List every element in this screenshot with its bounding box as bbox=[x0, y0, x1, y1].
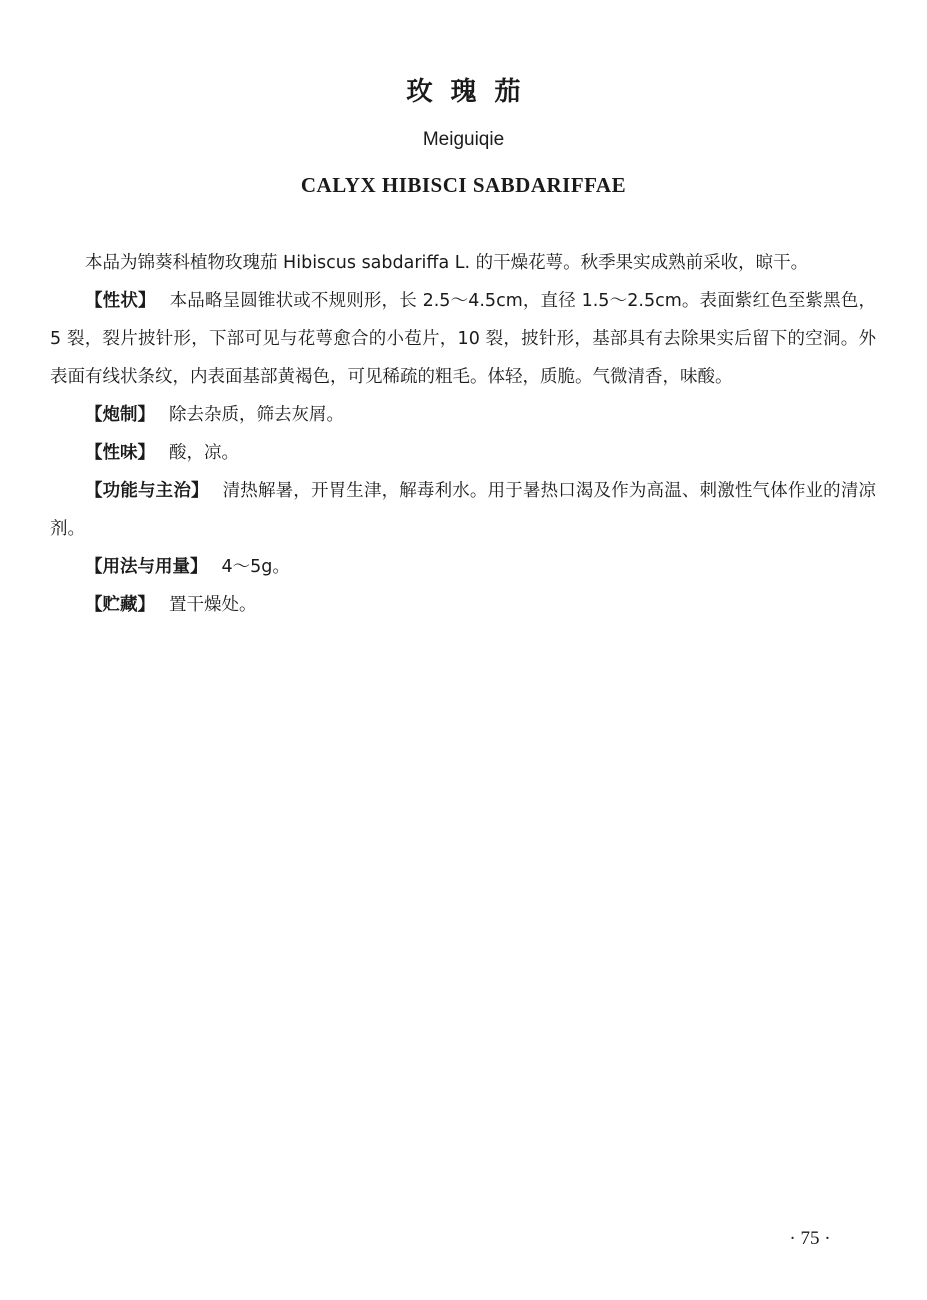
intro-paragraph: 本品为锦葵科植物玫瑰茄 Hibiscus sabdariffa L. 的干燥花萼。秋季果实成熟前采收，晾干。 bbox=[85, 253, 809, 273]
section-label: 【用法与用量】 bbox=[85, 557, 208, 577]
section-usage-dosage bbox=[50, 548, 876, 586]
section-label: 【贮藏】 bbox=[85, 595, 155, 615]
title-latin: CALYX HIBISCI SABDARIFFAE bbox=[300, 173, 627, 197]
section-label: 【性味】 bbox=[85, 443, 155, 463]
section-processing bbox=[50, 396, 876, 434]
section-property-flavor bbox=[50, 434, 876, 472]
section-text: 4～5g。 bbox=[221, 557, 290, 577]
section-label: 【功能与主治】 bbox=[85, 481, 209, 501]
section-text: 本品略呈圆锥状或不规则形，长 2.5～4.5cm，直径 1.5～2.5cm。表面紫红色至紫黑色，5 裂，裂片披针形，下部可见与花萼愈合的小苞片，10 裂，披针形，基部具有去除果实后留下的空洞。外表面有线状条纹，内表面基部黄褐色，可见稀疏的粗毛。体轻，质脆。气微清香，味酸。 bbox=[50, 291, 876, 387]
page-number: · 75 · bbox=[789, 1228, 831, 1249]
section-label: 【炮制】 bbox=[85, 405, 155, 425]
section-text: 酸，凉。 bbox=[169, 443, 239, 463]
section-description bbox=[50, 282, 876, 396]
section-actions-indications bbox=[50, 472, 876, 548]
section-storage bbox=[50, 586, 876, 624]
section-label: 【性状】 bbox=[85, 291, 156, 311]
section-text: 置干燥处。 bbox=[169, 595, 257, 615]
section-text: 除去杂质，筛去灰屑。 bbox=[169, 405, 344, 425]
monograph-body bbox=[50, 244, 876, 624]
section-text: 清热解暑，开胃生津，解毒利水。用于暑热口渴及作为高温、刺激性气体作业的清凉剂。 bbox=[50, 481, 876, 539]
title-pinyin: Meiguiqie bbox=[422, 129, 505, 150]
title-chinese: 玫瑰茄 bbox=[406, 77, 539, 107]
